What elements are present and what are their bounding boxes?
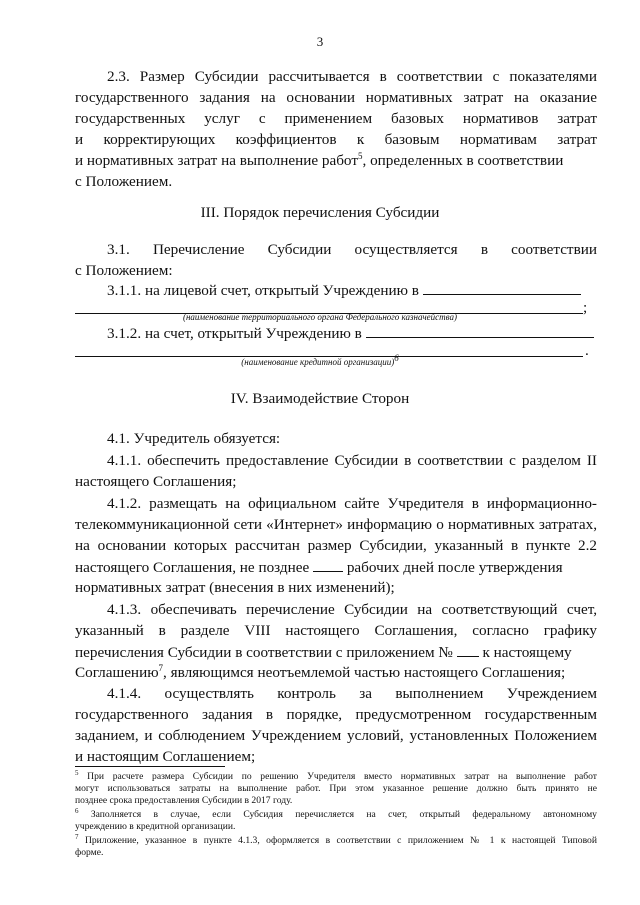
fill-in-blank [423,280,581,295]
clause-4-1-4-line: 4.1.4. осуществлять контроль за выполнением Учреждением [107,685,597,702]
clause-4-1-2-line: на основании которых рассчитан размер Субсидии, указанный в пункте 2.2 [75,537,597,554]
clause-4-1-2-line: нормативных затрат (внесения в них изменений); [75,579,395,596]
fill-in-blank [366,323,594,338]
footnote-5: $^5$ При расчете размера Субсидии по решению Учредителя вместо нормативных затрат на выполнение работ [75,768,597,782]
clause-4-1-3-line: перечисления Субсидии в соответствии с приложением № к настоящему [75,644,572,661]
clause-4-1-1-line: настоящего Соглашения; [75,473,237,490]
footnote-5: позднее срока предоставления Субсидии в 2017 году. [75,795,293,806]
clause-4-1-3-line: указанный в разделе VIII настоящего Соглашения, согласно графику [75,622,597,639]
clause-4-1-4-line: заданием, и соблюдением Учреждением условий, установленных Положением [75,727,597,744]
footnote-divider [75,766,225,767]
footnote-7: $^7$ Приложение, указанное в пункте 4.1.3, оформляется в соответствии с приложением № 1 к настоящей Типовой [75,832,597,846]
caption-treasury: (наименование территориального органа Федерального казначейства) [182,312,458,322]
page-number: 3 [316,34,324,49]
clause-3-1-line: с Положением: [75,262,173,279]
footnote-6: $^6$ Заполняется в случае, если Субсидия перечисляется на счет, открытый федеральному автономному [75,806,597,820]
clause-2-3-line: и корректирующих коэффициентов к базовым нормативам затрат [75,131,597,148]
punctuation: . [585,342,589,359]
clause-2-3-line: государственного задания на основании нормативных затрат на оказание [75,89,597,106]
clause-4-1-2-line: 4.1.2. размещать на официальном сайте Учредителя в информационно- [107,495,597,512]
clause-4-1-4-line: и настоящим Соглашением; [75,748,256,765]
footnote-ref: 7 [158,662,164,673]
clause-4-1: 4.1. Учредитель обязуется: [107,430,281,447]
footnote-6: учреждению в кредитной организации. [75,821,236,832]
clause-3-1-2: 3.1.2. на счет, открытый Учреждению в [107,323,597,343]
fill-in-blank [313,557,343,572]
clause-4-1-2-line: настоящего Соглашения, не позднее рабочих дней после утверждения [75,559,563,576]
clause-4-1-3-line: 4.1.3. обеспечивать перечисление Субсидии на соответствующий счет, [107,601,597,618]
clause-2-3-line: и нормативных затрат на выполнение работ$^5$, определенных в соответствии [75,150,564,169]
clause-2-3-line: 2.3. Размер Субсидии рассчитывается в соответствии с показателями [107,68,597,85]
clause-3-1-line: 3.1. Перечисление Субсидии осуществляется в соответствии [107,241,597,258]
section-3-heading: III. Порядок перечисления Субсидии [200,204,440,221]
clause-4-1-1-line: 4.1.1. обеспечить предоставление Субсидии в соответствии с разделом II [107,452,597,469]
clause-2-3-line: государственных услуг с применением базовых нормативов затрат [75,110,597,127]
footnote-7: форме. [75,847,104,858]
clause-3-1-1: 3.1.1. на лицевой счет, открытый Учреждению в [107,280,597,300]
clause-4-1-3-line: Соглашению$^7$, являющимся неотъемлемой частью настоящего Соглашения; [75,662,566,681]
footnote-5: могут использоваться затраты на выполнение работ. При этом указанное решение должно быть принято не [75,783,597,794]
section-4-heading: IV. Взаимодействие Сторон [230,390,410,407]
clause-4-1-4-line: государственного задания в порядке, предусмотренном государственным [75,706,597,723]
clause-2-3-line: с Положением. [75,173,173,190]
caption-bank: (наименование кредитной организации)$^6$ [241,353,399,367]
clause-4-1-2-line: телекоммуникационной сети «Интернет» информацию о нормативных затратах, [75,516,597,533]
footnote-ref: 5 [357,150,363,161]
fill-in-blank [457,642,479,657]
punctuation: ; [583,299,588,316]
